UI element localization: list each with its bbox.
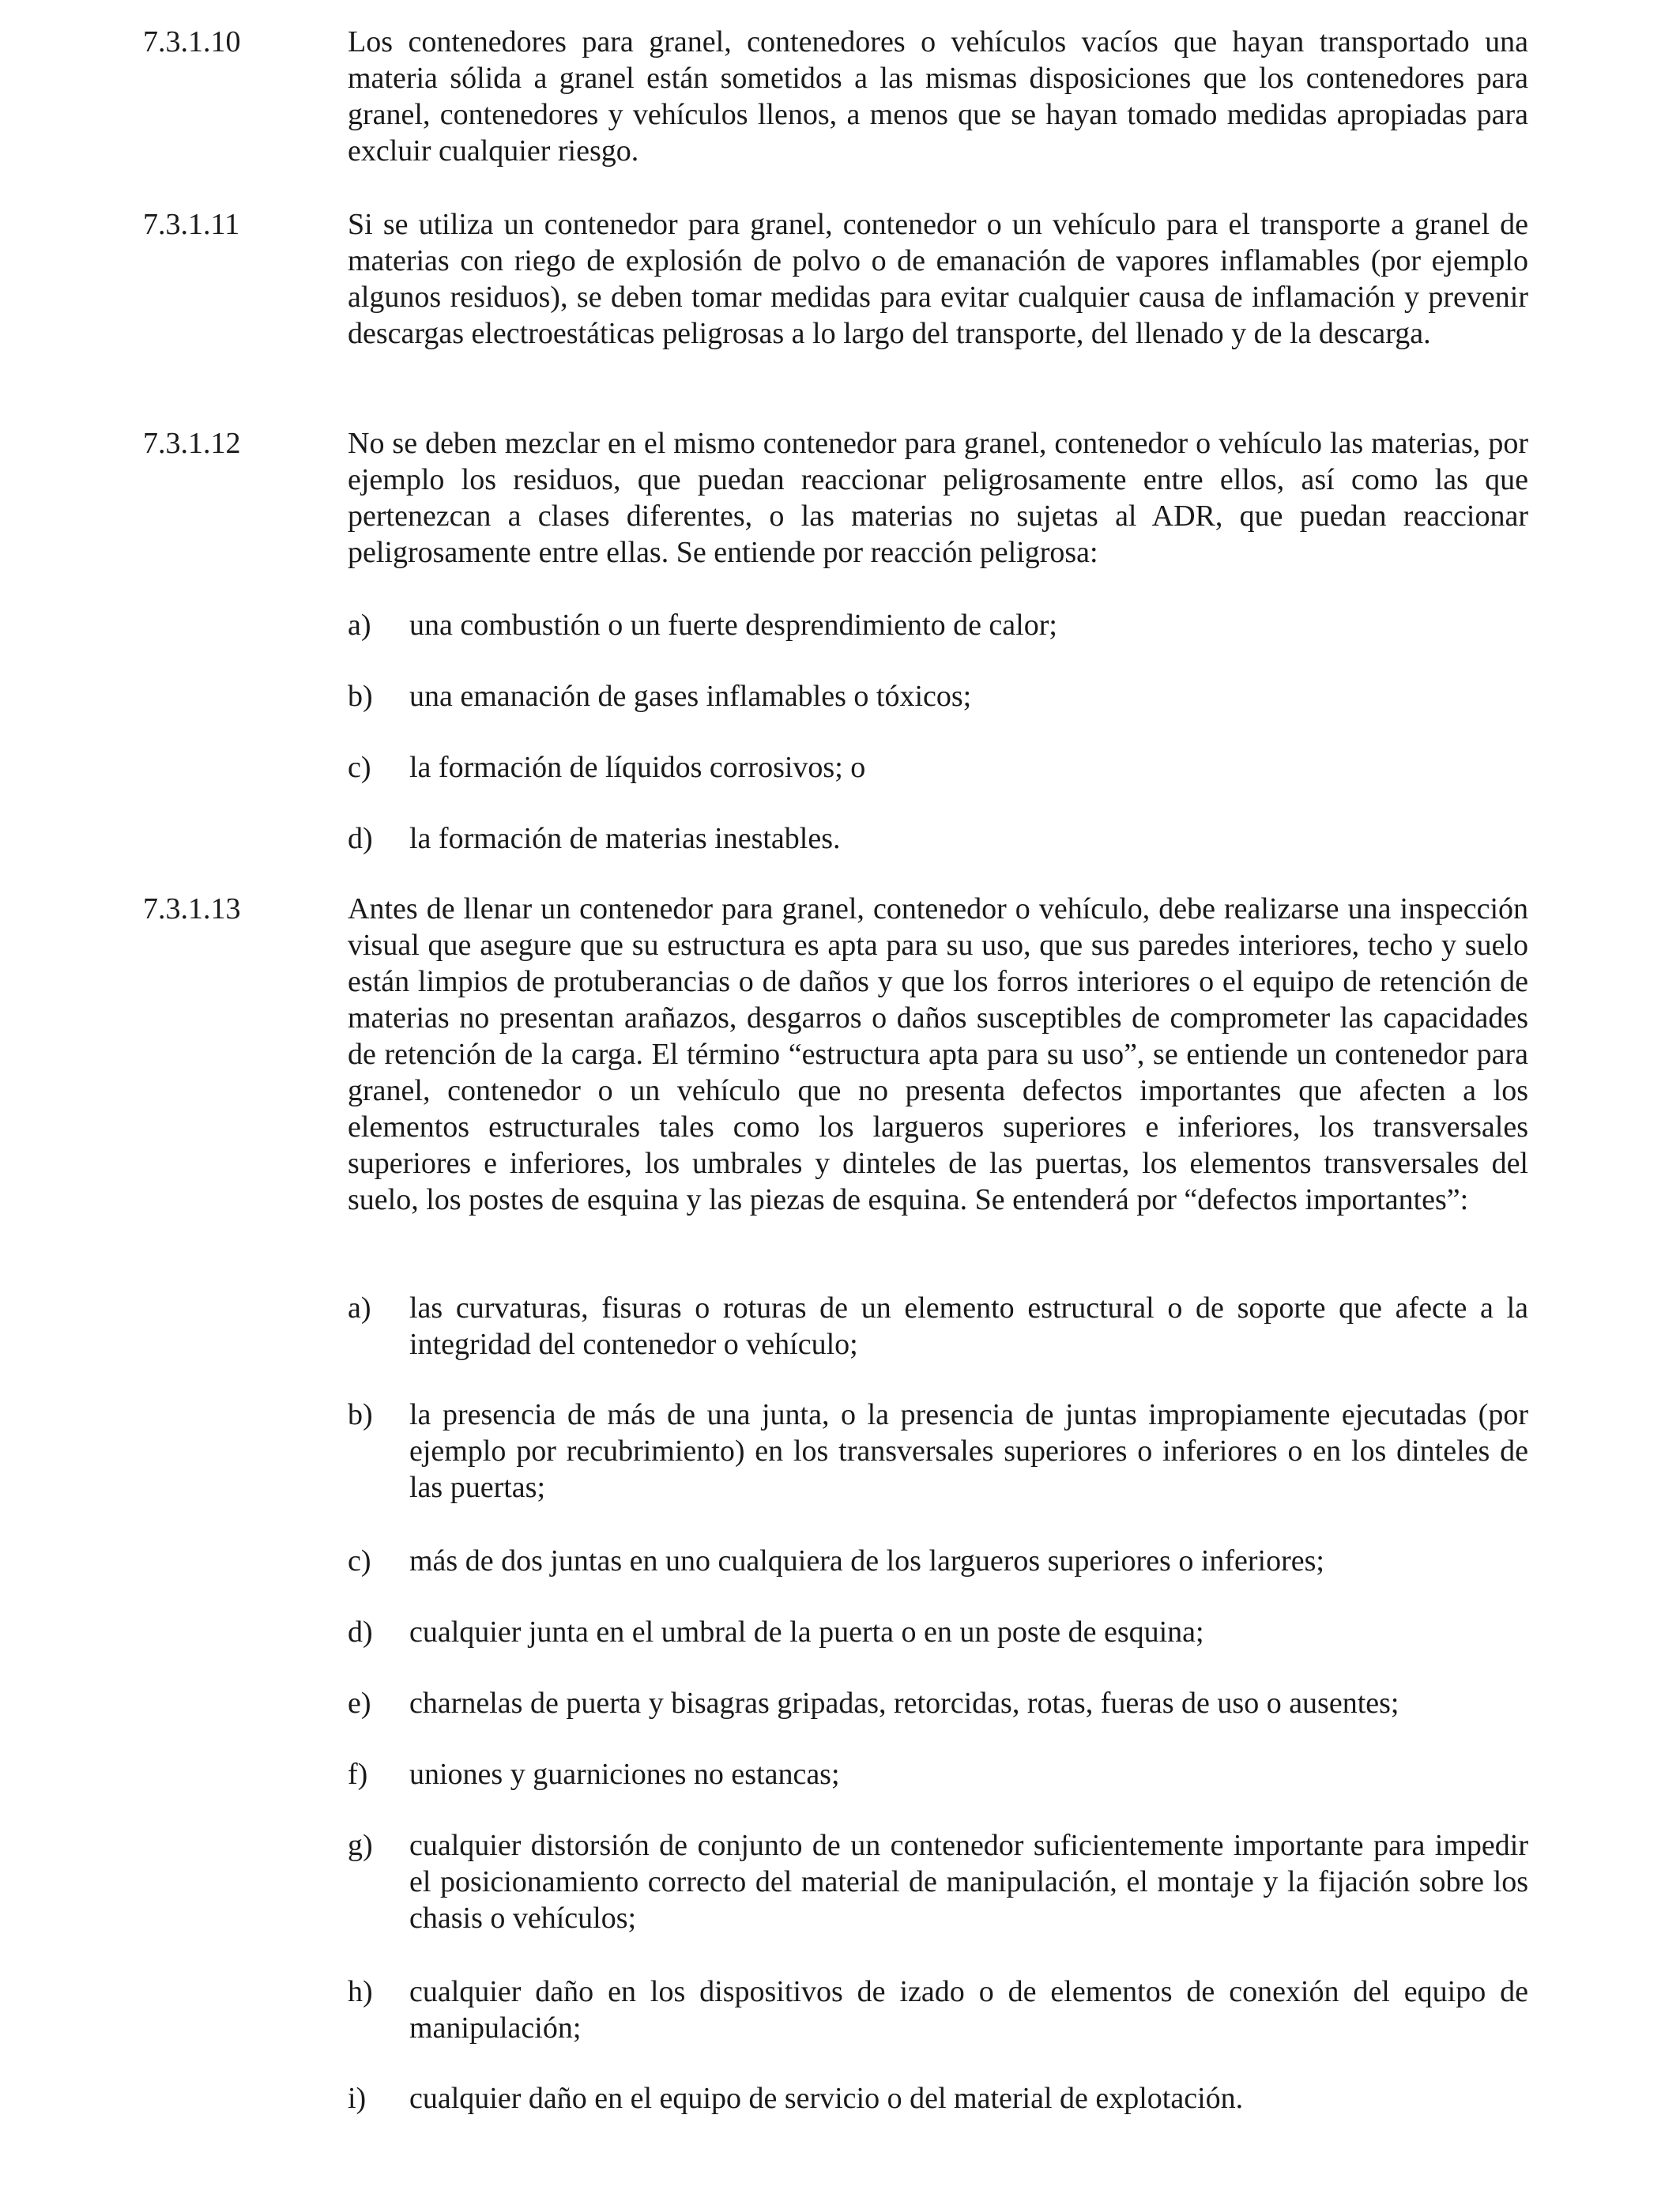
section-paragraph: Si se utiliza un contenedor para granel, contenedor o un vehículo para el transporte a granel de materias con riego de explosión de polvo o de emanación de vapores inflamables (por ejemplo algunos residuos), se deben tomar medidas para evitar cualquier causa de inflamación y prevenir descargas electroestáticas peligrosas a lo largo del transporte, del llenado y de la descarga. — [348, 208, 1528, 350]
list-item-text: charnelas de puerta y bisagras gripadas, retorcidas, rotas, fueras de uso o ausentes; — [409, 1687, 1399, 1720]
list-item-text: uniones y guarniciones no estancas; — [409, 1758, 840, 1791]
list-item-letter: h) — [348, 1975, 373, 2008]
list-item-letter: c) — [348, 751, 371, 784]
list-item-text: cualquier distorsión de conjunto de un contenedor suficientemente importante para impedir el posicionamiento correcto del material de manipulación, el montaje y la fijación sobre los chasis o vehículos; — [409, 1829, 1528, 1935]
list-item-letter: f) — [348, 1758, 368, 1791]
list-item-text: la presencia de más de una junta, o la presencia de juntas impropiamente ejecutadas (por ejemplo por recubrimiento) en los transversales superiores o inferiores o en los dinteles de las puertas; — [409, 1398, 1528, 1504]
list-item-text: cualquier daño en el equipo de servicio o del material de explotación. — [409, 2082, 1244, 2115]
list-item-text: una emanación de gases inflamables o tóxicos; — [409, 680, 972, 713]
list-item-text: las curvaturas, fisuras o roturas de un elemento estructural o de soporte que afecte a la integridad del contenedor o vehículo; — [409, 1291, 1528, 1361]
list-item-letter: b) — [348, 1398, 373, 1431]
list-item-text: la formación de líquidos corrosivos; o — [409, 751, 866, 784]
section-paragraph: Antes de llenar un contenedor para granel, contenedor o vehículo, debe realizarse una inspección visual que asegure que su estructura es apta para su uso, que sus paredes interiores, techo y suelo están limpios de protuberancias o de daños y que los forros interiores o el equipo de retención de materias no presentan arañazos, desgarros o daños susceptibles de comprometer las capacidades de retención de la carga. El término “estructura apta para su uso”, se entiende un contenedor para granel, contenedor o un vehículo que no presenta defectos importantes que afecten a los elementos estructurales tales como los largueros superiores e inferiores, los transversales superiores e inferiores, los umbrales y dinteles de las puertas, los elementos transversales del suelo, los postes de esquina y las piezas de esquina. Se entenderá por “defectos importantes”: — [348, 892, 1528, 1216]
section-paragraph: Los contenedores para granel, contenedores o vehículos vacíos que hayan transportado una materia sólida a granel están sometidos a las mismas disposiciones que los contenedores para granel, contenedores y vehículos llenos, a menos que se hayan tomado medidas apropiadas para excluir cualquier riesgo. — [348, 25, 1528, 168]
list-item-text: una combustión o un fuerte desprendimiento de calor; — [409, 609, 1057, 642]
list-item-letter: d) — [348, 1615, 373, 1649]
section-number: 7.3.1.10 — [143, 25, 241, 58]
list-item-letter: a) — [348, 1291, 371, 1325]
list-item-text: cualquier daño en los dispositivos de izado o de elementos de conexión del equipo de manipulación; — [409, 1975, 1528, 2045]
list-item-letter: a) — [348, 609, 371, 642]
list-item-letter: b) — [348, 680, 373, 713]
list-item-letter: c) — [348, 1544, 371, 1578]
list-item-letter: d) — [348, 822, 373, 855]
list-item-text: la formación de materias inestables. — [409, 822, 841, 855]
list-item-text: cualquier junta en el umbral de la puerta o en un poste de esquina; — [409, 1615, 1204, 1649]
list-item-letter: i) — [348, 2082, 367, 2115]
list-item-letter: g) — [348, 1829, 373, 1862]
section-number: 7.3.1.11 — [143, 208, 240, 241]
section-paragraph: No se deben mezclar en el mismo contenedor para granel, contenedor o vehículo las materias, por ejemplo los residuos, que puedan reaccionar peligrosamente entre ellos, así como las que pertenezcan a clases diferentes, o las materias no sujetas al ADR, que puedan reaccionar peligrosamente entre ellas. Se entiende por reacción peligrosa: — [348, 427, 1528, 569]
section-number: 7.3.1.13 — [143, 892, 241, 925]
section-number: 7.3.1.12 — [143, 427, 241, 460]
list-item-letter: e) — [348, 1687, 371, 1720]
list-item-text: más de dos juntas en uno cualquiera de los largueros superiores o inferiores; — [409, 1544, 1324, 1578]
